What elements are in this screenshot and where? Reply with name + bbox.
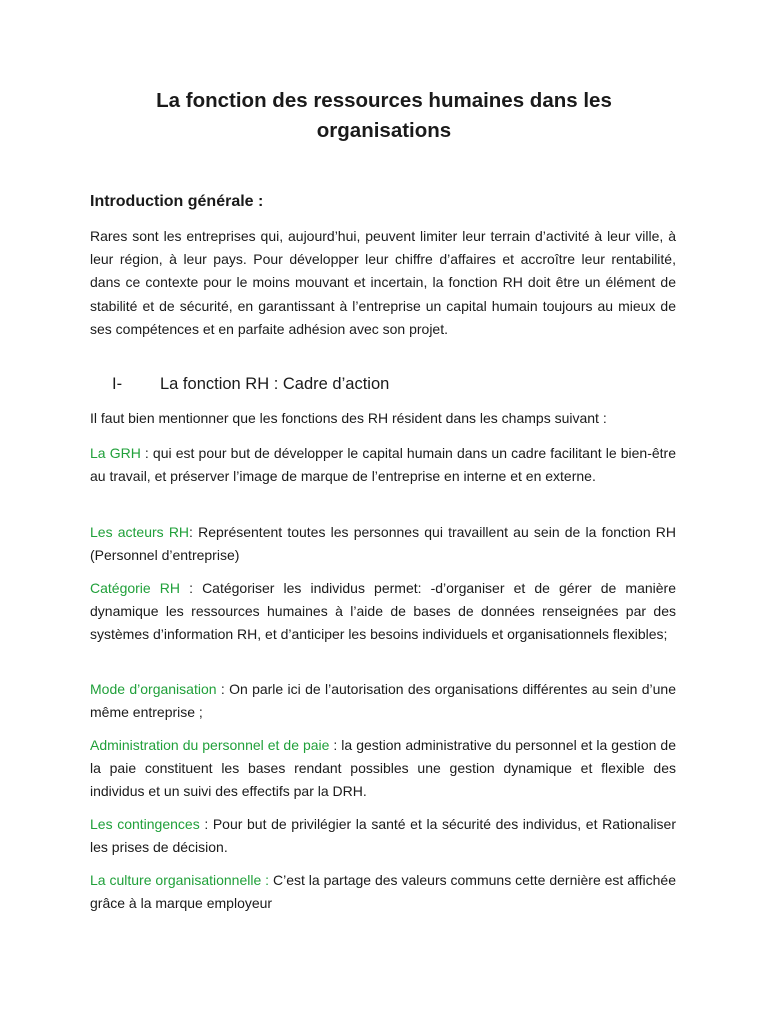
item-acteurs-rh bbox=[90, 521, 676, 567]
item-text: : qui est pour but de développer le capital humain dans un cadre facilitant le bien-être au travail, et préserver l’image de marque de l’entreprise en interne et en externe. bbox=[90, 445, 677, 485]
item-contingences bbox=[90, 813, 676, 859]
item-term: Les acteurs RH bbox=[90, 524, 190, 540]
section-heading bbox=[112, 372, 389, 396]
intro-paragraph: Rares sont les entreprises qui, aujourd’hui, peuvent limiter leur terrain d’activité à leur ville, à leur région, à leur pays. Pour développer leur chiffre d’affaires et accroître leur rentabilité, dans ce contexte pour le moins mouvant et incertain, la fonction RH doit être un élément de stabilité et de sécurité, en garantissant à l’entreprise un capital humain toujours au mieux de ses compétences et en parfaite adhésion avec son projet. bbox=[90, 228, 676, 337]
item-text: : Catégoriser les individus permet: -d’organiser et de gérer de manière dynamique les ressources humaines à l’aide de bases de données renseignées par des systèmes d’information RH, et d’anticiper les besoins individuels et organisationnels flexibles; bbox=[90, 580, 676, 643]
item-mode-organisation bbox=[90, 678, 676, 724]
item-administration-personnel bbox=[90, 734, 676, 804]
item-term: Les contingences bbox=[90, 816, 200, 832]
item-culture-organisationnelle bbox=[90, 869, 676, 915]
item-term: La culture organisationnelle : bbox=[90, 872, 270, 888]
section-lead: Il faut bien mentionner que les fonctions des RH résident dans les champs suivant : bbox=[90, 410, 607, 426]
item-text: : Pour but de privilégier la santé et la sécurité des individus, et Rationaliser les prises de décision. bbox=[90, 816, 677, 856]
item-term: Administration du personnel et de paie bbox=[90, 737, 330, 753]
document-title: La fonction des ressources humaines dans les organisations bbox=[156, 89, 612, 142]
item-term: La GRH bbox=[90, 445, 141, 461]
item-text: : la gestion administrative du personnel et la gestion de la paie constituent les bases rendant possibles une gestion dynamique et flexible des individus et un suivi des effectifs par la DRH. bbox=[90, 737, 676, 800]
intro-heading: Introduction générale : bbox=[90, 193, 264, 210]
item-text: C’est la partage des valeurs communs cette dernière est affichée grâce à la marque employeur bbox=[90, 872, 677, 912]
item-text: : On parle ici de l’autorisation des organisations différentes au sein d’une même entreprise ; bbox=[90, 681, 676, 721]
section-title: La fonction RH : Cadre d’action bbox=[160, 375, 390, 393]
item-grh bbox=[90, 442, 676, 488]
item-text: : Représentent toutes les personnes qui travaillent au sein de la fonction RH (Personnel d’entreprise) bbox=[90, 524, 676, 564]
item-categorie-rh bbox=[90, 577, 676, 647]
item-term: Mode d’organisation bbox=[90, 681, 217, 697]
section-number: I- bbox=[112, 375, 123, 393]
item-term: Catégorie RH bbox=[90, 580, 181, 596]
